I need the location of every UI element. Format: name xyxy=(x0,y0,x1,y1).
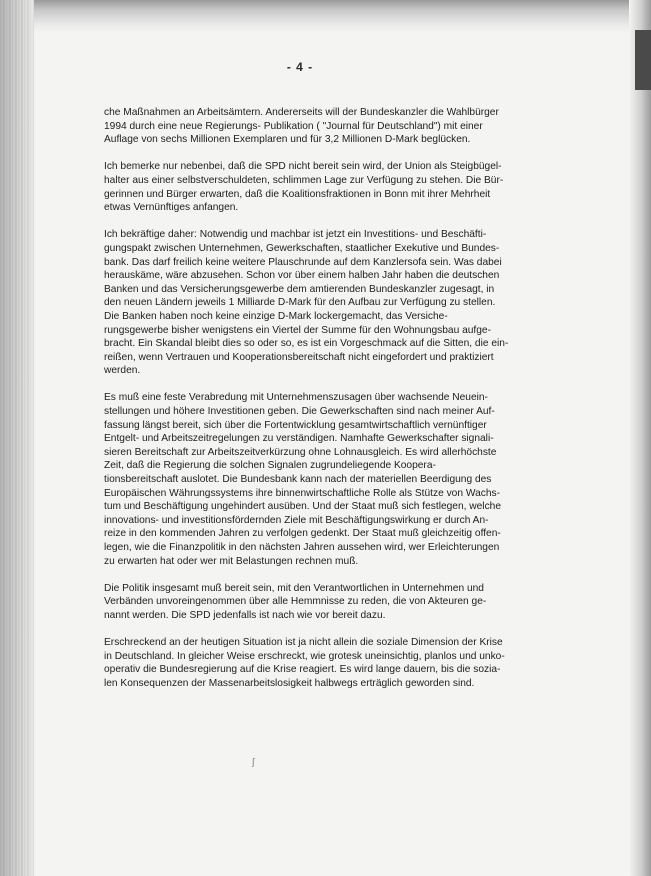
scan-shadow-right xyxy=(629,0,651,876)
paragraph-1: che Maßnahmen an Arbeitsämtern. Andererseits will der Bundeskanzler die Wahlbürger 1994 durch eine neue Regierungs- Publikation ( "Journal für Deutschland") mit einer Auflage von sechs Millionen Exemplaren und für 3,2 Millionen D-Mark beglücken. xyxy=(104,107,499,146)
stray-mark: ʃ xyxy=(252,758,256,768)
paragraph-6: Erschreckend an der heutigen Situation ist ja nicht allein die soziale Dimension der Krise in Deutschland. In gleicher Weise erschreckt, wie grotesk uneinsichtig, planlos und unko- operativ die Bundesregierung auf die Krise reagiert. Es wird lange dauern, bis die sozia- len Konsequenzen der Massenarbeitslosigkeit halbwegs erträglich geworden sind. xyxy=(104,637,505,689)
paragraph-2: Ich bemerke nur nebenbei, daß die SPD nicht bereit sein wird, der Union als Steigbügel- halter aus einer selbstverschuldeten, schlimmen Lage zur Verfügung zu stehen. Die Bür- gerinnen und Bürger erwarten, daß die Koalitionsfraktionen in Bonn mit ihrer Mehrheit etwas Vernünftiges anfangen. xyxy=(104,161,504,214)
paragraph-3: Ich bekräftige daher: Notwendig und machbar ist jetzt ein Investitions- und Beschäfti- gungspakt zwischen Unternehmen, Gewerkschaften, staatlicher Exekutive und Bundes- bank. Das darf freilich keine weitere Plauschrunde auf dem Kanzlersofa sein. Was dabei herauskäme, wäre abzusehen. Schon vor über einem halben Jahr haben die deutschen Banken und das Versicherungsgewerbe dem amtierenden Bundeskanzler zugesagt, in den neuen Ländern jeweils 1 Milliarde D-Mark für den Aufbau zur Verfügung zu stellen. Die Banken haben noch keine einzige D-Mark lockergemacht, das Versiche- rungsgewerbe bisher wenigstens ein Viertel der Summe für den Wohnungsbau aufge- bracht. Ein Skandal bleibt dies so oder so, es ist ein Vorgeschmack auf die Sitten, die ein- reißen, wenn Vertrauen und Kooperationsbereitschaft nicht eingefordert und praktiziert werden. xyxy=(104,229,509,377)
paragraph-5: Die Politik insgesamt muß bereit sein, mit den Verantwortlichen in Unternehmen und Verbänden unvoreingenommen über alle Hemmnisse zu reden, die von Akteuren ge- nannt werden. Die SPD jedenfalls ist nach wie vor bereit dazu. xyxy=(104,582,487,621)
paragraph-4: Es muß eine feste Verabredung mit Unternehmenszusagen über wachsende Neuein- stellungen und höhere Investitionen geben. Die Gewerkschaften sind nach meiner Auf- fassung längst bereit, sich über die Fortentwicklung gesamtwirtschaftlich vernünftiger Entgelt- und Arbeitszeitregelungen zu verständigen. Namhafte Gewerkschafter signali- sieren Bereitschaft zur Arbeitszeitverkürzung ohne Lohnausgleich. Es wird allerhöchste Zeit, daß die Regierung die solchen Signalen zugrundeliegende Koopera- tionsbereitschaft auslotet. Die Bundesbank kann nach der materiellen Beerdigung des Europäischen Währungssystems ihre binnenwirtschaftliche Rolle als Stütze von Wachs- tum und Beschäftigung ungehindert ausüben. Und der Staat muß sich festlegen, welche innovations- und investitionsfördernden Ziele mit Beschäftigungswirkung er durch An- reize in den kommenden Jahren zu verfolgen gedenkt. Der Staat muß gleichzeitig offen- legen, wie die Finanzpolitik in den nächsten Jahren aussehen wird, wer Erleichterungen zu erwarten hat oder wer mit Belastungen rechnen muß. xyxy=(104,392,501,567)
scan-shadow-top xyxy=(0,0,651,34)
document-body xyxy=(104,106,510,704)
scan-shadow-left xyxy=(0,0,34,876)
page-number: - 4 - xyxy=(286,60,314,74)
scan-dark-edge xyxy=(635,30,651,90)
